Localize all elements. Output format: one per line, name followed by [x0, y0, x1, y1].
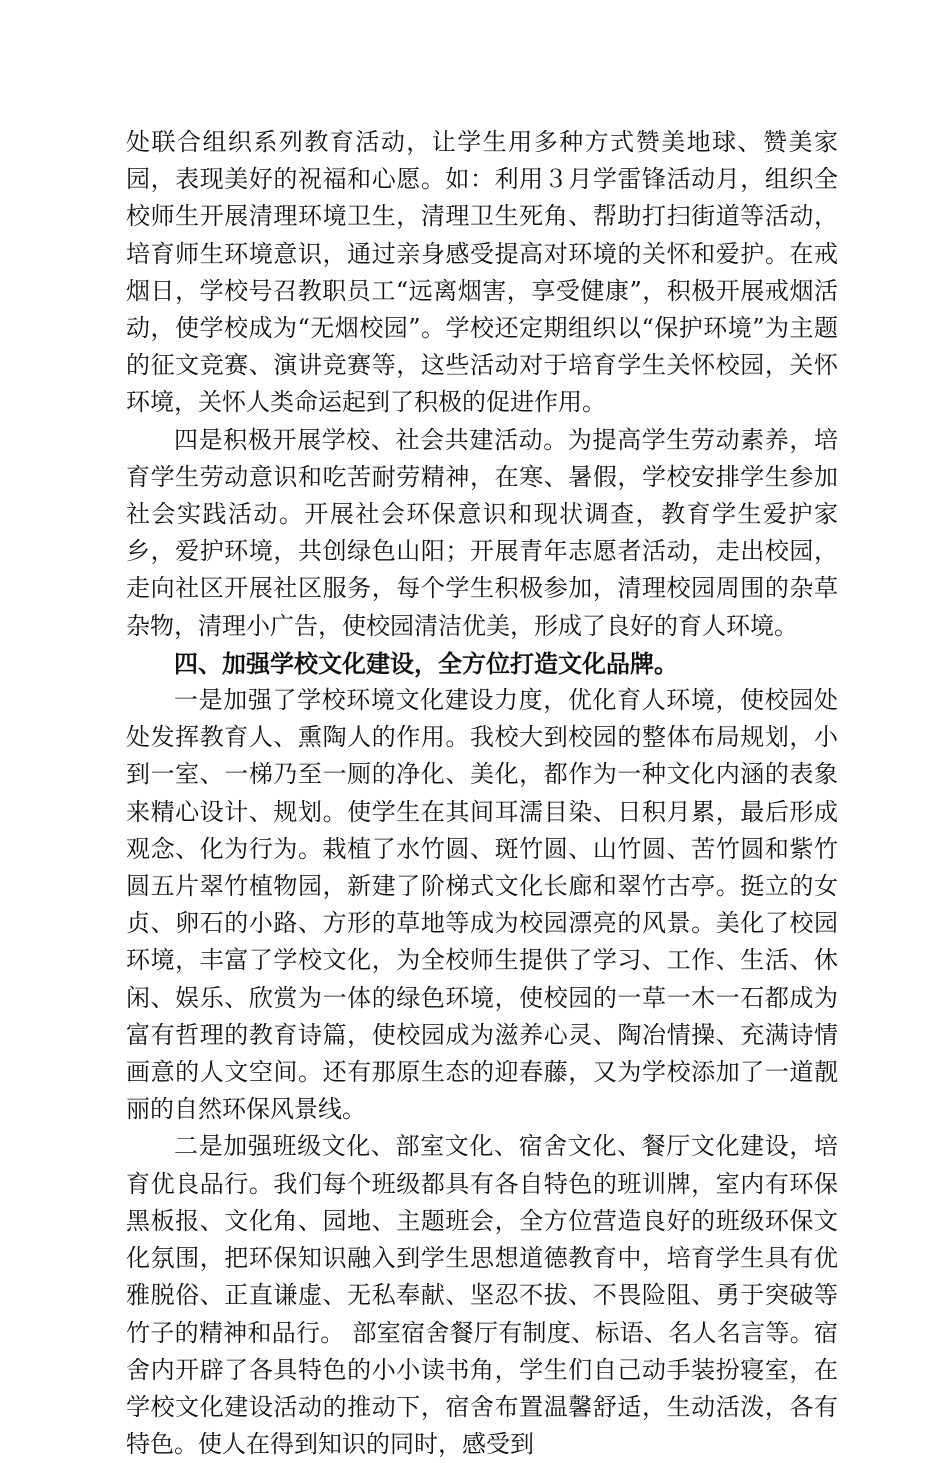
section-heading-culture: 四、加强学校文化建设，全方位打造文化品牌。	[174, 648, 678, 678]
paragraph-continued: 处联合组织系列教育活动，让学生用多种方式赞美地球、赞美家园，表现美好的祝福和心愿。如：利用３月学雷锋活动月，组织全校师生开展清理环境卫生，清理卫生死角、帮助打扫街道等活动，培育师生环境意识，通过亲身感受提高对环境的关怀和爱护。在戒烟日，学校号召教职员工“远离烟害，享受健康”，积极开展戒烟活动，使学校成为“无烟校园”。学校还定期组织以“保护环境”为主题的征文竞赛、演讲竞赛等，这些活动对于培育学生关怀校园，关怀环境，关怀人类命运起到了积极的促进作用。	[126, 128, 838, 417]
paragraph-class-culture: 二是加强班级文化、部室文化、宿舍文化、餐厅文化建设，培育优良品行。我们每个班级都具有各自特色的班训牌，室内有环保黑板报、文化角、园地、主题班会，全方位营造良好的班级环保文化氛围，把环保知识融入到学生思想道德教育中，培育学生具有优雅脱俗、正直谦虚、无私奉献、坚忍不拔、不畏险阻、勇于突破等竹子的精神和品行。 部室宿舍餐厅有制度、标语、名人名言等。宿舍内开辟了各具特色的小小读书角，学生们自己动手装扮寝室，在学校文化建设活动的推动下，宿舍布置温馨舒适，生动活泼，各有特色。使人在得到知识的同时，感受到	[126, 1132, 838, 1459]
paragraph-community-activities: 四是积极开展学校、社会共建活动。为提高学生劳动素养，培育学生劳动意识和吃苦耐劳精神，在寒、暑假，学校安排学生参加社会实践活动。开展社会环保意识和现状调查，教育学生爱护家乡，爱护环境，共创绿色山阳；开展青年志愿者活动，走出校园，走向社区开展社区服务，每个学生积极参加，清理校园周围的杂草杂物，清理小广告，使校园清洁优美，形成了良好的育人环境。	[126, 425, 838, 640]
document-body	[126, 124, 838, 1463]
paragraph-environment-culture: 一是加强了学校环境文化建设力度，优化育人环境，使校园处处发挥教育人、熏陶人的作用。我校大到校园的整体布局规划，小到一室、一梯乃至一厕的净化、美化，都作为一种文化内涵的表象来精心设计、规划。使学生在其间耳濡目染、日积月累，最后形成观念、化为行为。栽植了水竹圆、斑竹圆、山竹圆、苦竹圆和紫竹圆五片翠竹植物园，新建了阶梯式文化长廊和翠竹古亭。挺立的女贞、卵石的小路、方形的草地等成为校园漂亮的风景。美化了校园环境，丰富了学校文化，为全校师生提供了学习、工作、生活、休闲、娱乐、欣赏为一体的绿色环境，使校园的一草一木一石都成为富有哲理的教育诗篇，使校园成为滋养心灵、陶冶情操、充满诗情画意的人文空间。还有那原生态的迎春藤，又为学校添加了一道靓丽的自然环保风景线。	[126, 686, 838, 1124]
